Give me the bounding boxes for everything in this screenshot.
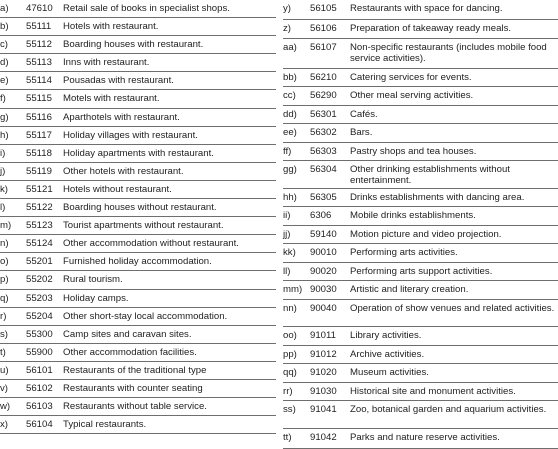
item-letter: jj) [283, 228, 291, 240]
item-code: 90010 [310, 247, 337, 258]
item-code: 55202 [26, 274, 53, 286]
item-letter: hh) [283, 191, 297, 203]
list-item [0, 36, 276, 54]
item-code: 91030 [310, 385, 337, 397]
list-item [0, 217, 276, 235]
item-code: 55122 [26, 202, 53, 214]
item-letter: k) [0, 183, 8, 195]
item-letter: oo) [283, 330, 297, 341]
list-item [0, 290, 276, 308]
item-description: Camp sites and caravan sites. [63, 328, 192, 340]
item-letter: gg) [283, 164, 297, 175]
list-item [0, 90, 276, 108]
item-code: 55111 [26, 21, 52, 33]
item-description: Cafés. [350, 108, 378, 120]
list-item [283, 327, 558, 346]
list-item [0, 253, 276, 271]
list-item [0, 326, 276, 344]
item-letter: p) [0, 274, 9, 286]
item-description: Artistic and literary creation. [350, 284, 469, 295]
item-letter: kk) [283, 247, 296, 258]
item-code: 56210 [310, 71, 337, 83]
item-description: Library activities. [350, 330, 422, 341]
item-description: Restaurants of the traditional type [63, 364, 207, 376]
list-item [0, 308, 276, 326]
item-description: Furnished holiday accommodation. [63, 256, 212, 268]
item-description: Boarding houses without restaurant. [63, 202, 217, 214]
item-description: Holiday apartments with restaurant. [63, 147, 214, 159]
item-letter: bb) [283, 71, 297, 83]
item-description: Tourist apartments without restaurant. [63, 220, 224, 232]
item-code: 56301 [310, 108, 337, 120]
list-item [283, 161, 558, 189]
item-code: 56290 [310, 90, 337, 101]
list-item [0, 398, 276, 416]
item-description: Historical site and monument activities. [350, 385, 516, 397]
item-letter: g) [0, 111, 9, 123]
item-description: Boarding houses with restaurant. [63, 39, 204, 51]
item-code: 56106 [310, 22, 337, 34]
list-item [283, 20, 558, 40]
item-description: Pousadas with restaurant. [63, 75, 174, 87]
list-item [283, 207, 558, 226]
item-letter: y) [283, 3, 291, 14]
item-description: Other short-stay local accommodation. [63, 310, 228, 322]
item-code: 6306 [310, 210, 332, 221]
item-code: 56104 [26, 419, 53, 431]
item-code: 55114 [26, 75, 52, 87]
list-item [283, 263, 558, 282]
item-code: 56101 [26, 364, 53, 376]
item-letter: nn) [283, 302, 297, 314]
item-code: 91020 [310, 367, 337, 378]
item-code: 55121 [26, 183, 53, 195]
item-letter: ll) [283, 265, 291, 277]
item-letter: ff) [283, 145, 292, 157]
item-letter: n) [0, 238, 9, 250]
item-code: 59140 [310, 228, 337, 240]
item-description: Inns with restaurant. [63, 57, 150, 69]
item-code: 56102 [26, 382, 53, 394]
item-letter: u) [0, 364, 9, 376]
item-description: Pastry shops and tea houses. [350, 145, 477, 157]
item-code: 55123 [26, 220, 53, 232]
list-item [283, 244, 558, 263]
item-code: 91042 [310, 431, 337, 443]
item-code: 55118 [26, 147, 52, 159]
item-description: Bars. [350, 127, 373, 138]
item-letter: ss) [283, 404, 296, 415]
item-letter: q) [0, 292, 9, 304]
item-code: 56305 [310, 191, 337, 203]
item-letter: dd) [283, 108, 297, 120]
item-code: 56304 [310, 164, 337, 175]
item-code: 56302 [310, 127, 337, 138]
list-item [0, 181, 276, 199]
item-letter: l) [0, 202, 6, 214]
item-letter: z) [283, 22, 291, 34]
item-description: Catering services for events. [350, 71, 472, 83]
list-item [0, 271, 276, 289]
item-description: Performing arts activities. [350, 247, 458, 258]
item-description: Drinks establishments with dancing area. [350, 191, 525, 203]
item-letter: r) [0, 310, 7, 322]
list-item [0, 362, 276, 380]
item-code: 56303 [310, 145, 337, 157]
item-description: Other meal serving activities. [350, 90, 474, 101]
item-letter: e) [0, 75, 9, 87]
item-code: 90040 [310, 302, 337, 314]
list-item [283, 39, 558, 69]
item-code: 56107 [310, 42, 337, 53]
item-letter: i) [0, 147, 6, 159]
item-letter: rr) [283, 385, 293, 397]
item-code: 90020 [310, 265, 337, 277]
item-description: Restaurants without table service. [63, 401, 207, 413]
item-code: 55117 [26, 129, 52, 141]
item-description: Preparation of takeaway ready meals. [350, 22, 512, 34]
list-item [283, 143, 558, 162]
list-item [283, 281, 558, 300]
list-item [0, 0, 276, 18]
item-code: 91041 [310, 404, 337, 415]
item-letter: v) [0, 382, 8, 394]
item-description: Holiday camps. [63, 292, 129, 304]
item-description: Aparthotels with restaurant. [63, 111, 180, 123]
list-item [283, 346, 558, 365]
item-description: Rural tourism. [63, 274, 123, 286]
list-item [283, 124, 558, 143]
item-letter: m) [0, 220, 12, 232]
list-item [283, 383, 558, 402]
list-item [283, 69, 558, 88]
item-description: Parks and nature reserve activities. [350, 431, 500, 443]
item-description: Other accommodation without restaurant. [63, 238, 239, 250]
list-item [0, 72, 276, 90]
item-code: 56105 [310, 3, 337, 14]
item-letter: t) [0, 346, 6, 358]
item-code: 55112 [26, 39, 52, 51]
item-letter: ii) [283, 210, 291, 221]
item-letter: h) [0, 129, 9, 141]
list-item [283, 401, 558, 429]
right-column [283, 0, 558, 449]
item-letter: d) [0, 57, 9, 69]
list-item [0, 145, 276, 163]
list-item [0, 109, 276, 127]
list-item [0, 163, 276, 181]
list-item [283, 0, 558, 20]
list-item [0, 54, 276, 72]
item-letter: b) [0, 21, 9, 33]
list-item [283, 106, 558, 125]
item-description: Museum activities. [350, 367, 429, 378]
list-item [0, 127, 276, 145]
item-code: 55115 [26, 93, 52, 105]
item-description: Typical restaurants. [63, 419, 147, 431]
item-description: Motels with restaurant. [63, 93, 160, 105]
item-code: 55203 [26, 292, 53, 304]
item-description: Holiday villages with restaurant. [63, 129, 198, 141]
item-code: 90030 [310, 284, 337, 295]
list-item [0, 416, 276, 434]
item-code: 91012 [310, 348, 337, 360]
item-letter: a) [0, 3, 9, 14]
item-code: 55900 [26, 346, 53, 358]
item-description: Non-specific restaurants (includes mobile food service activities). [350, 42, 547, 64]
item-letter: tt) [283, 431, 292, 443]
item-description: Motion picture and video projection. [350, 228, 502, 240]
item-code: 55124 [26, 238, 53, 250]
item-description: Retail sale of books in specialist shops. [63, 3, 230, 14]
left-column [0, 0, 276, 434]
item-description: Hotels with restaurant. [63, 21, 159, 33]
list-item [283, 429, 558, 449]
item-code: 55204 [26, 310, 53, 322]
item-letter: ee) [283, 127, 297, 138]
item-description: Archive activities. [350, 348, 425, 360]
item-description: Operation of show venues and related activities. [350, 302, 555, 314]
list-item [0, 199, 276, 217]
item-description: Performing arts support activities. [350, 265, 493, 277]
list-item [283, 189, 558, 208]
list-item [283, 300, 558, 328]
item-description: Hotels without restaurant. [63, 183, 172, 195]
list-item [283, 226, 558, 245]
item-code: 55113 [26, 57, 52, 69]
list-item [283, 364, 558, 383]
item-letter: f) [0, 93, 6, 105]
item-description: Zoo, botanical garden and aquarium activities. [350, 404, 547, 415]
item-letter: x) [0, 419, 8, 431]
item-code: 47610 [26, 3, 53, 14]
item-code: 55116 [26, 111, 52, 123]
list-item [0, 235, 276, 253]
item-letter: aa) [283, 42, 297, 53]
item-letter: pp) [283, 348, 297, 360]
item-description: Restaurants with counter seating [63, 382, 203, 394]
item-code: 56103 [26, 401, 53, 413]
item-letter: s) [0, 328, 8, 340]
item-code: 55119 [26, 165, 52, 177]
list-item [283, 87, 558, 106]
item-description: Other drinking establishments without entertainment. [350, 164, 510, 186]
item-description: Other accommodation facilities. [63, 346, 197, 358]
item-code: 91011 [310, 330, 336, 341]
item-letter: j) [0, 165, 6, 177]
list-item [0, 18, 276, 36]
list-item [0, 380, 276, 398]
item-letter: o) [0, 256, 9, 268]
item-letter: c) [0, 39, 8, 51]
item-letter: w) [0, 401, 11, 413]
item-letter: cc) [283, 90, 296, 101]
list-item [0, 344, 276, 362]
item-code: 55300 [26, 328, 53, 340]
item-letter: mm) [283, 284, 303, 295]
item-description: Restaurants with space for dancing. [350, 3, 503, 14]
item-description: Mobile drinks establishments. [350, 210, 476, 221]
item-letter: qq) [283, 367, 297, 378]
item-description: Other hotels with restaurant. [63, 165, 184, 177]
item-code: 55201 [26, 256, 53, 268]
